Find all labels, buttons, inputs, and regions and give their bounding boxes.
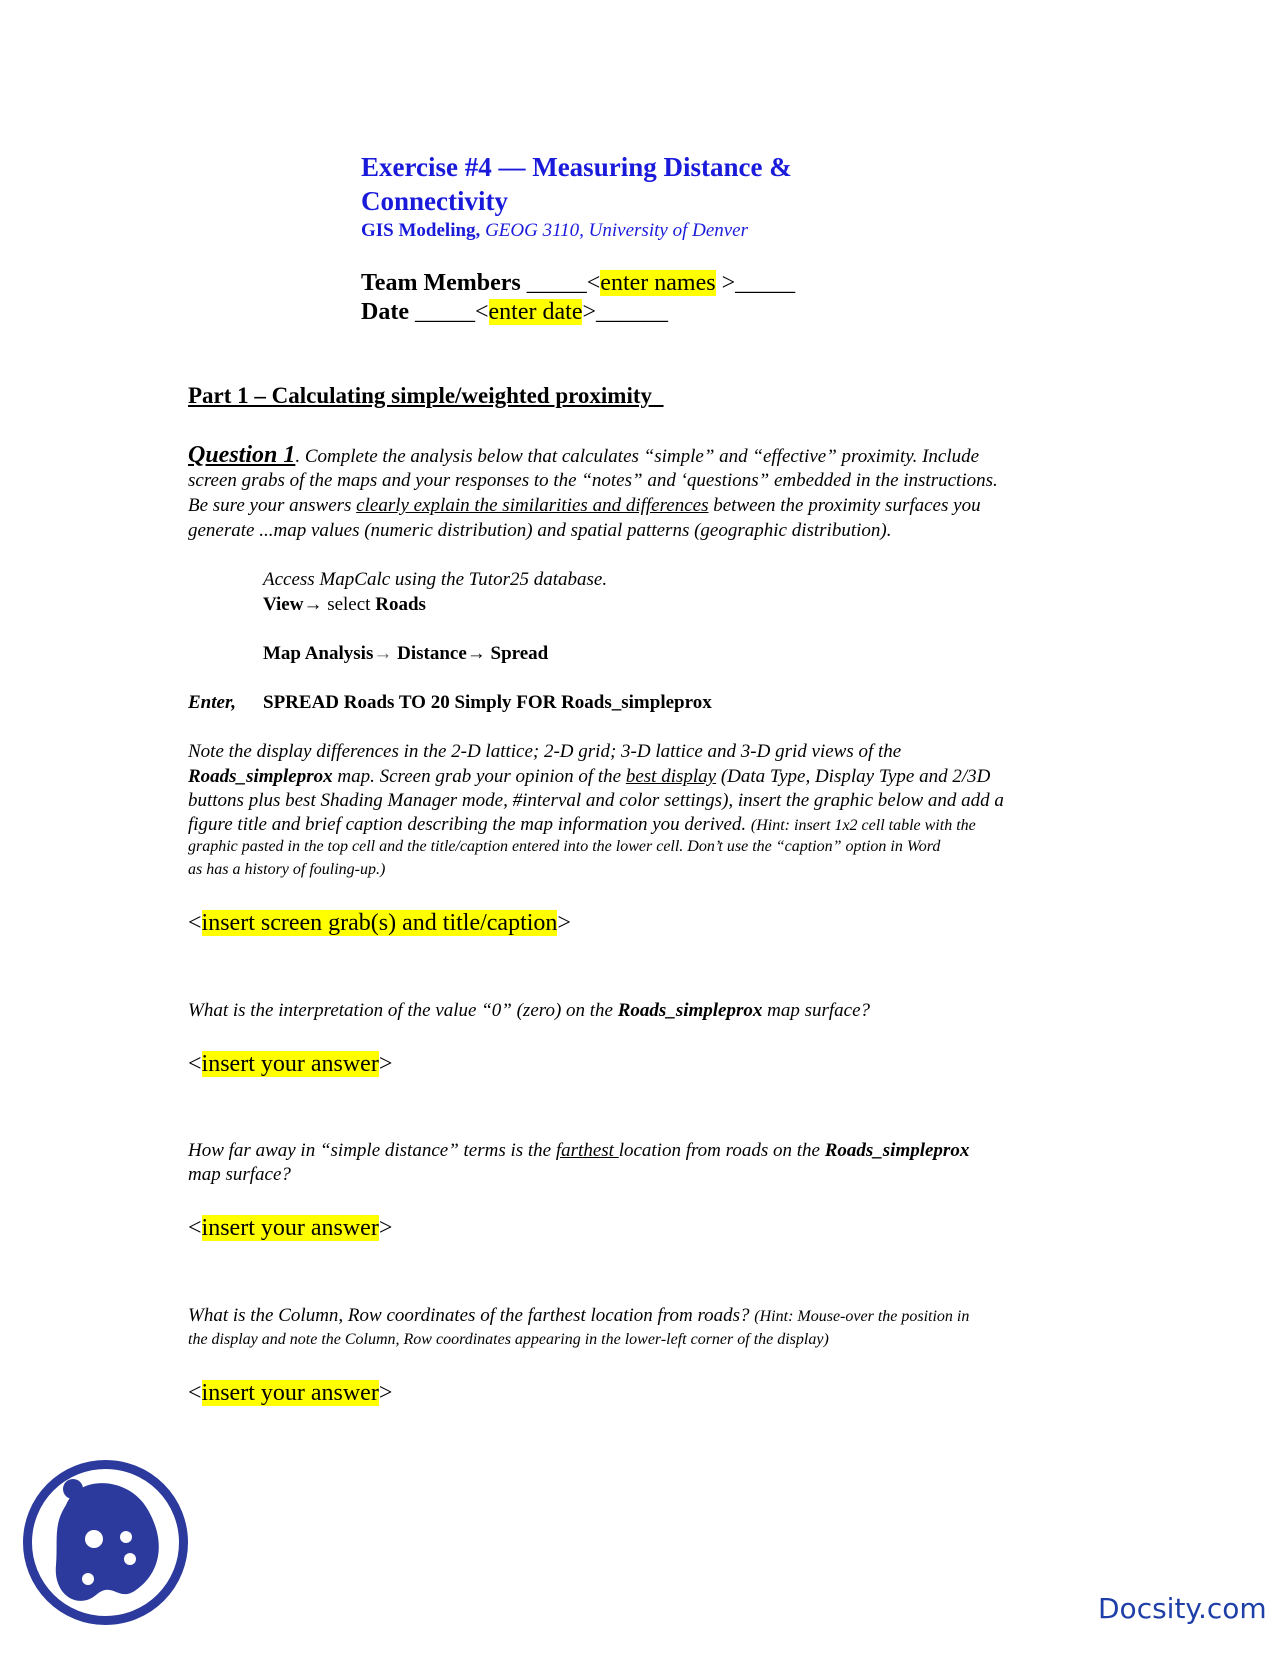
arrow-right-icon: → (303, 594, 323, 615)
note-line1: Note the display differences in the 2-D lattice; 2-D grid; 3-D lattice and 3-D grid views of the (188, 741, 902, 762)
lt-bracket: < (188, 1215, 202, 1241)
question-coords-line1 (188, 1305, 969, 1327)
note-line2-post: (Data Type, Display Type and 2/3D (716, 766, 991, 787)
note-best-display: best display (625, 766, 717, 787)
question-farthest-pre: How far away in “simple distance” terms is the (188, 1140, 556, 1161)
date-post: >______ (582, 299, 669, 325)
lt-bracket: < (188, 910, 202, 936)
question-coords-line2: the display and note the Column, Row coordinates appearing in the lower-left corner of the display) (188, 1331, 829, 1348)
gt-bracket: > (378, 1051, 393, 1077)
question-zero (188, 1000, 870, 1022)
answer-placeholder-2[interactable] (188, 1215, 392, 1242)
date-field[interactable]: enter date (488, 299, 583, 325)
team-members-pre: _____< (520, 270, 601, 296)
arrow-right-icon: → (373, 643, 393, 664)
question-farthest-emphasis: farthest (555, 1140, 619, 1161)
note-line2-mid: map. Screen grab your opinion of the (332, 766, 626, 787)
course-detail: GEOG 3110, University of Denver (485, 220, 749, 241)
note-line2 (188, 766, 990, 788)
team-members-field[interactable]: enter names (600, 270, 716, 296)
screen-grab-placeholder[interactable] (188, 910, 571, 937)
question1-line3-post: between the proximity surfaces you (708, 495, 981, 516)
screen-grab-field[interactable]: insert screen grab(s) and title/caption (201, 910, 558, 936)
lt-bracket: < (188, 1051, 202, 1077)
answer-placeholder-1[interactable] (188, 1051, 392, 1078)
note-line4 (188, 814, 976, 836)
step-map-analysis (263, 643, 548, 665)
enter-label: Enter, (188, 692, 237, 713)
question-farthest-map: Roads_simpleprox (824, 1140, 970, 1161)
answer-field[interactable]: insert your answer (201, 1215, 379, 1241)
team-members-post: >_____ (715, 270, 796, 296)
note-line5: graphic pasted in the top cell and the title/caption entered into the lower cell. Don’t use the “caption” option in Word (188, 838, 941, 855)
gt-bracket: > (378, 1215, 393, 1241)
question-farthest-line2: map surface? (188, 1164, 291, 1185)
document-title-line1: Exercise #4 — Measuring Distance & (361, 152, 792, 182)
question-zero-post: map surface? (762, 1000, 871, 1021)
question-coords-main: What is the Column, Row coordinates of the farthest location from roads? (188, 1305, 755, 1326)
answer-field[interactable]: insert your answer (201, 1051, 379, 1077)
step-view (263, 594, 426, 616)
enter-command-line (188, 692, 712, 714)
question-farthest-mid: location from roads on the (618, 1140, 825, 1161)
question1-line3-emphasis: clearly explain the similarities and differences (356, 495, 709, 516)
step-access: Access MapCalc using the Tutor25 database. (263, 569, 608, 590)
step-spread: Spread (485, 643, 549, 664)
step-map-analysis-menu: Map Analysis (263, 643, 374, 664)
document-title-line2: Connectivity (361, 186, 508, 216)
note-map-name: Roads_simpleprox (188, 766, 333, 787)
question1-line3 (188, 495, 981, 517)
docsity-logo-icon[interactable] (18, 1455, 193, 1630)
question1-line4: generate ...map values (numeric distribution) and spatial patterns (geographic distribution). (188, 520, 892, 541)
question-farthest-line1 (188, 1140, 969, 1162)
step-distance: Distance (392, 643, 467, 664)
note-line3: buttons plus best Shading Manager mode, #interval and color settings), insert the graphic below and add a (188, 790, 1004, 811)
question-zero-map: Roads_simpleprox (617, 1000, 763, 1021)
part1-heading: Part 1 – Calculating simple/weighted proximity (188, 383, 664, 408)
answer-placeholder-3[interactable] (188, 1380, 392, 1407)
date-label: Date (361, 299, 409, 325)
docsity-brand-link[interactable]: Docsity.com (1098, 1592, 1267, 1625)
team-members-line (361, 270, 795, 297)
question1-line1 (188, 442, 979, 469)
question-coords-hint: (Hint: Mouse-over the position in (754, 1308, 970, 1325)
step-view-roads: Roads (375, 594, 426, 615)
date-pre: _____< (408, 299, 489, 325)
question1-label: Question 1 (188, 442, 296, 468)
course-info (361, 220, 748, 242)
lt-bracket: < (188, 1380, 202, 1406)
question1-text1: . Complete the analysis below that calculates “simple” and “effective” proximity. Include (295, 446, 980, 467)
question-zero-pre: What is the interpretation of the value “0” (zero) on the (188, 1000, 618, 1021)
note-line4-text: figure title and brief caption describing the map information you derived. (188, 814, 751, 835)
gt-bracket: > (557, 910, 571, 936)
answer-field[interactable]: insert your answer (201, 1380, 379, 1406)
step-view-menu: View (263, 594, 304, 615)
course-name: GIS Modeling, (361, 220, 481, 241)
note-hint: (Hint: insert 1x2 cell table with the (750, 817, 976, 834)
gt-bracket: > (378, 1380, 393, 1406)
question1-line3-pre: Be sure your answers (188, 495, 357, 516)
enter-command: SPREAD Roads TO 20 Simply FOR Roads_simpleprox (263, 692, 712, 713)
date-line (361, 299, 668, 326)
team-members-label: Team Members (361, 270, 521, 296)
step-view-text: select (322, 594, 376, 615)
question1-line2: screen grabs of the maps and your responses to the “notes” and ‘questions” embedded in the instructions. (188, 470, 998, 491)
note-line6: as has a history of fouling-up.) (188, 861, 386, 878)
arrow-right-icon: → (466, 643, 486, 664)
